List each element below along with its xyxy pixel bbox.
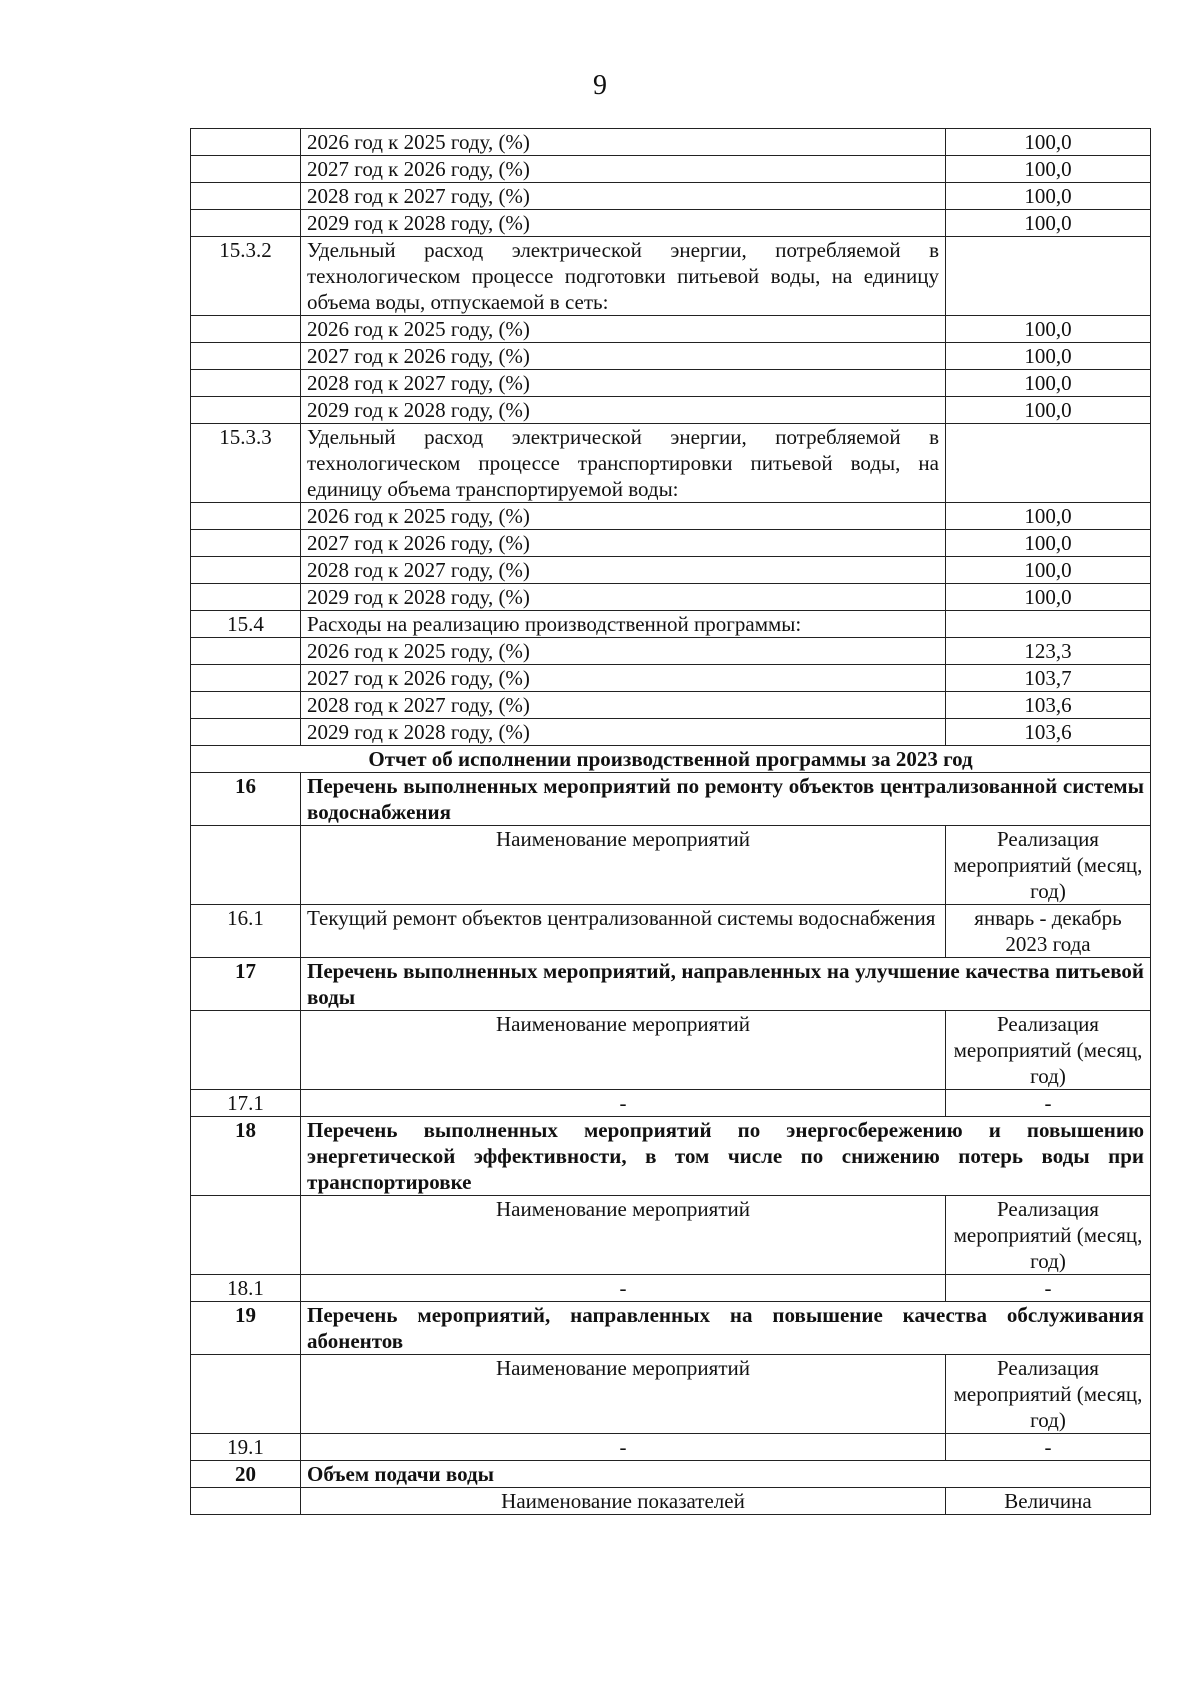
row-label: 2026 год к 2025 году, (%) (301, 638, 946, 665)
row-number (191, 210, 301, 237)
section-title: Перечень выполненных мероприятий по ремонту объектов централизованной системы водоснабжения (301, 773, 1151, 826)
section-label: Удельный расход электрической энергии, потребляемой в технологическом процессе транспортировки питьевой воды, на единицу объема транспортируемой воды: (301, 424, 946, 503)
row-value: 100,0 (946, 370, 1151, 397)
section-label: Расходы на реализацию производственной программы: (301, 611, 946, 638)
section-title: Перечень выполненных мероприятий по энергосбережению и повышению энергетической эффективности, в том числе по снижению потерь воды при транспортировке (301, 1117, 1151, 1196)
row-number: 18.1 (191, 1275, 301, 1302)
section-label: Удельный расход электрической энергии, потребляемой в технологическом процессе подготовки питьевой воды, на единицу объема воды, отпускаемой в сеть: (301, 237, 946, 316)
row-value: - (946, 1090, 1151, 1117)
table-row (191, 129, 1151, 156)
section-title: Объем подачи воды (301, 1461, 1151, 1488)
row-value: 100,0 (946, 343, 1151, 370)
events-realization-header: Реализация мероприятий (месяц, год) (946, 1355, 1151, 1434)
indicators-value-header: Величина (946, 1488, 1151, 1515)
row-value: 100,0 (946, 557, 1151, 584)
row-value: 100,0 (946, 503, 1151, 530)
row-number (191, 638, 301, 665)
row-number (191, 584, 301, 611)
section-number: 17 (191, 958, 301, 1011)
row-number (191, 183, 301, 210)
row-number (191, 503, 301, 530)
events-name-header: Наименование мероприятий (301, 1196, 946, 1275)
section-number: 15.3.3 (191, 424, 301, 503)
row-value: 100,0 (946, 397, 1151, 424)
row-label: 2026 год к 2025 году, (%) (301, 503, 946, 530)
table-row (191, 503, 1151, 530)
row-label: 2027 год к 2026 году, (%) (301, 343, 946, 370)
table-row (191, 183, 1151, 210)
events-name-header: Наименование мероприятий (301, 1011, 946, 1090)
row-number (191, 719, 301, 746)
table-row (191, 530, 1151, 557)
row-label: 2028 год к 2027 году, (%) (301, 557, 946, 584)
row-label: 2028 год к 2027 году, (%) (301, 370, 946, 397)
table-row (191, 557, 1151, 584)
row-label: 2026 год к 2025 году, (%) (301, 129, 946, 156)
column-header-row (191, 1011, 1151, 1090)
row-number: 16.1 (191, 905, 301, 958)
table-row (191, 719, 1151, 746)
section-row (191, 237, 1151, 316)
table-row (191, 316, 1151, 343)
row-number (191, 665, 301, 692)
events-name-header: Наименование мероприятий (301, 1355, 946, 1434)
row-number: 17.1 (191, 1090, 301, 1117)
table-row (191, 692, 1151, 719)
section-value (946, 611, 1151, 638)
row-label: 2029 год к 2028 году, (%) (301, 719, 946, 746)
column-header-row (191, 1196, 1151, 1275)
section-number: 20 (191, 1461, 301, 1488)
column-header-row (191, 1488, 1151, 1515)
row-label: 2026 год к 2025 году, (%) (301, 316, 946, 343)
table-row (191, 343, 1151, 370)
section-row (191, 958, 1151, 1011)
row-label: - (301, 1434, 946, 1461)
section-number: 15.3.2 (191, 237, 301, 316)
section-row (191, 611, 1151, 638)
table-row (191, 638, 1151, 665)
section-row (191, 773, 1151, 826)
row-value: 100,0 (946, 210, 1151, 237)
section-row (191, 1302, 1151, 1355)
section-row (191, 1117, 1151, 1196)
table-row (191, 210, 1151, 237)
section-number: 15.4 (191, 611, 301, 638)
row-number (191, 370, 301, 397)
row-number (191, 156, 301, 183)
row-number (191, 129, 301, 156)
empty-cell (191, 1011, 301, 1090)
row-value: - (946, 1275, 1151, 1302)
row-value: 100,0 (946, 530, 1151, 557)
row-label: - (301, 1090, 946, 1117)
row-number (191, 530, 301, 557)
table-row (191, 665, 1151, 692)
row-value: 100,0 (946, 584, 1151, 611)
events-realization-header: Реализация мероприятий (месяц, год) (946, 1196, 1151, 1275)
table-row (191, 584, 1151, 611)
section-number: 19 (191, 1302, 301, 1355)
section-title: Перечень мероприятий, направленных на повышение качества обслуживания абонентов (301, 1302, 1151, 1355)
row-value: 103,6 (946, 719, 1151, 746)
indicators-name-header: Наименование показателей (301, 1488, 946, 1515)
row-number (191, 316, 301, 343)
row-label: 2029 год к 2028 году, (%) (301, 584, 946, 611)
empty-cell (191, 1488, 301, 1515)
row-number (191, 397, 301, 424)
report-title: Отчет об исполнении производственной программы за 2023 год (191, 746, 1151, 773)
table-row (191, 370, 1151, 397)
row-value: 100,0 (946, 316, 1151, 343)
row-value: 100,0 (946, 156, 1151, 183)
table-row (191, 1090, 1151, 1117)
table-row (191, 1434, 1151, 1461)
events-name-header: Наименование мероприятий (301, 826, 946, 905)
column-header-row (191, 1355, 1151, 1434)
column-header-row (191, 826, 1151, 905)
row-label: 2028 год к 2027 году, (%) (301, 183, 946, 210)
row-label: 2028 год к 2027 году, (%) (301, 692, 946, 719)
section-row (191, 424, 1151, 503)
table-row (191, 1275, 1151, 1302)
row-label: - (301, 1275, 946, 1302)
page-number: 9 (593, 70, 607, 101)
empty-cell (191, 1355, 301, 1434)
production-program-table (190, 128, 1151, 1515)
section-value (946, 424, 1151, 503)
row-value: 123,3 (946, 638, 1151, 665)
table-row (191, 905, 1151, 958)
row-label: 2027 год к 2026 году, (%) (301, 665, 946, 692)
report-title-row (191, 746, 1151, 773)
section-number: 16 (191, 773, 301, 826)
row-label: 2029 год к 2028 году, (%) (301, 397, 946, 424)
row-value: 103,6 (946, 692, 1151, 719)
empty-cell (191, 826, 301, 905)
row-number (191, 692, 301, 719)
section-number: 18 (191, 1117, 301, 1196)
table-row (191, 156, 1151, 183)
row-value: - (946, 1434, 1151, 1461)
row-label: 2027 год к 2026 году, (%) (301, 530, 946, 557)
row-label: Текущий ремонт объектов централизованной системы водоснабжения (301, 905, 946, 958)
section-title: Перечень выполненных мероприятий, направленных на улучшение качества питьевой воды (301, 958, 1151, 1011)
row-number (191, 557, 301, 584)
events-realization-header: Реализация мероприятий (месяц, год) (946, 1011, 1151, 1090)
section-value (946, 237, 1151, 316)
row-number: 19.1 (191, 1434, 301, 1461)
row-value: январь - декабрь 2023 года (946, 905, 1151, 958)
row-label: 2029 год к 2028 году, (%) (301, 210, 946, 237)
row-label: 2027 год к 2026 году, (%) (301, 156, 946, 183)
events-realization-header: Реализация мероприятий (месяц, год) (946, 826, 1151, 905)
table-row (191, 397, 1151, 424)
row-value: 100,0 (946, 183, 1151, 210)
empty-cell (191, 1196, 301, 1275)
row-value: 103,7 (946, 665, 1151, 692)
section-row (191, 1461, 1151, 1488)
row-number (191, 343, 301, 370)
row-value: 100,0 (946, 129, 1151, 156)
